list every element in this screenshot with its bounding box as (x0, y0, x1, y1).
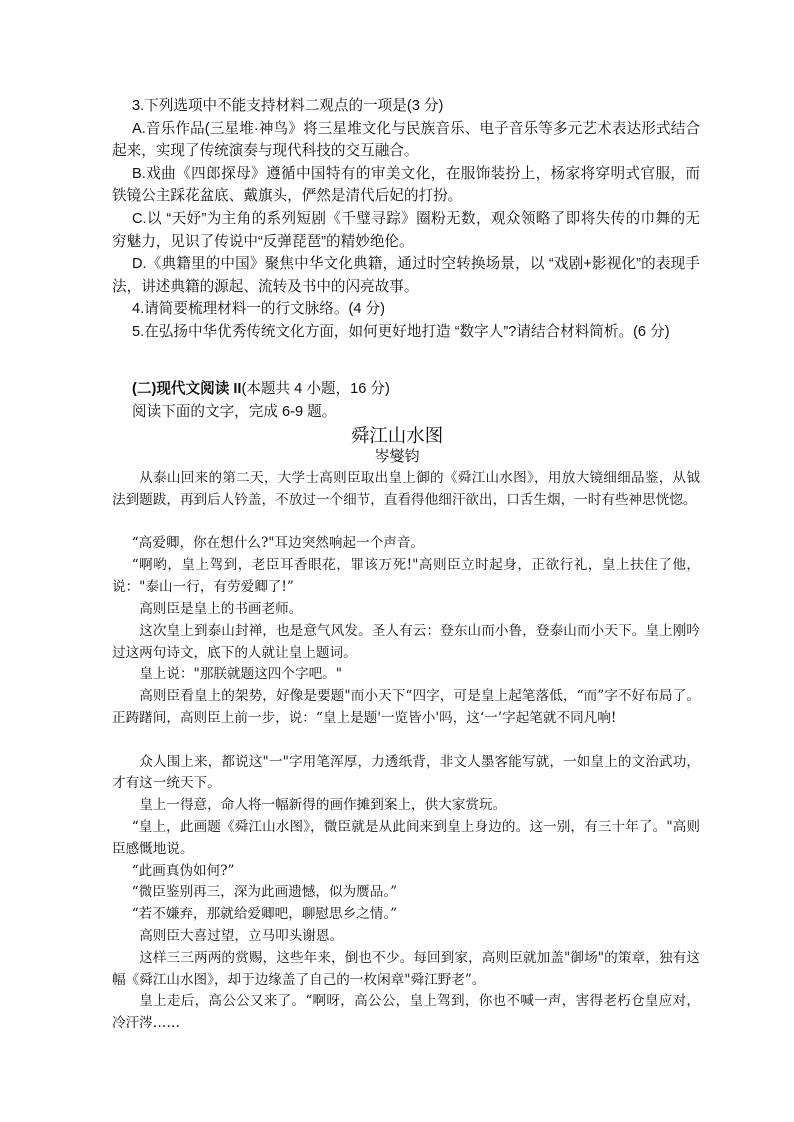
question-3-option-a: A.音乐作品(三星堆·神鸟》将三星堆文化与民族音乐、电子音乐等多元艺术表达形式结合起来，实现了传统演奏与现代科技的交互融合。 (112, 120, 700, 160)
story-paragraph: “此画真伪如何?” (131, 862, 235, 879)
story-paragraph: 这样三三两两的赏赐，这些年来，倒也不少。每回到家，高则臣就加盖"御场"的策章，独有这幅《舜江山水图》，却于边缘盖了自己的一枚闲章"舜江野老”。 (112, 949, 700, 988)
question-4: 4.请简要梳理材料一的行文脉络。(4 分) (132, 301, 385, 318)
section-instruction: 阅读下面的文字，完成 6-9 题。 (132, 403, 337, 420)
story-paragraph: 皇上走后，高公公又来了。“啊呀，高公公，皇上驾到，你也不喊一声，害得老朽仓皇应对，冷汗涔…… (112, 993, 700, 1032)
story-paragraph: 从泰山回来的第二天，大学士高则臣取出皇上御的《舜江山水图》，用放大镜细细品鉴，从钺法到题跋，再到后人钤盖，不放过一个细节，直看得他细汗欲出，口舌生烟，一时有些神思恍惚。 (112, 470, 700, 508)
section-heading-rest: (本题共 4 小题，16 分) (241, 381, 390, 397)
story-paragraph: 高则臣大喜过望，立马叩头谢恩。 (139, 928, 344, 944)
section-heading (132, 378, 700, 401)
story-paragraph: 皇上一得意，命人将一幅新得的画作摊到案上，供大家赏玩。 (139, 797, 507, 814)
question-5: 5.在弘扬中华优秀传统文化方面，如何更好地打造 “数字人”?请结合材料简析。(6 分) (132, 324, 670, 340)
story-paragraph: 高则臣看皇上的架势，好像是要题"而小天下“四字，可是皇上起笔落低，“而”字不好布局了。正踌躇间，高则臣上前一步，说：“皇上是题'一览皆小'吗，这‘一’字起笔就不同凡响! (112, 688, 700, 726)
section-heading-bold: (二)现代文阅读 II (132, 381, 242, 397)
story-paragraph: 众人围上来，都说这"一"字用笔浑厚，力透纸背，非文人墨客能写就，一如皇上的文治武功，才有这一统天下。 (112, 753, 700, 792)
story-paragraph: “高爱卿，你在想什么?"耳边突然响起一个声音。 (131, 535, 425, 552)
story-title: 舜江山水图 (350, 425, 444, 446)
story-paragraph: 这次皇上到泰山封禅，也是意气风发。圣人有云：登东山而小鲁，登泰山而小天下。皇上刚吟过这两句诗文，底下的人就让皇上题词。 (112, 622, 700, 661)
question-3-option-d: D.《典籍里的中国》聚焦中华文化典籍，通过时空转换场景，以 “戏剧+影视化”的表现手法，讲述典籍的源起、流转及书中的闪亮故事。 (112, 256, 700, 295)
story-author: 岑燮钧 (374, 448, 420, 465)
question-3-option-c: C.以 “天妤”为主角的系列短剧《千璧寻踪》圈粉无数，观众领略了即将失传的巾舞的无穷魅力，见识了传说中“反弹琵琶”的精妙绝伦。 (112, 211, 700, 250)
question-3-stem: 3.下列选项中不能支持材料二观点的一项是(3 分) (132, 98, 444, 114)
story-paragraph: 皇上说："那朕就题这四个字吧。" (139, 666, 343, 683)
story-paragraph: “皇上，此画题《舜江山水图》，微臣就是从此间来到皇上身边的。这一别，有三十年了。"高则臣感慨地说。 (112, 819, 700, 857)
story-paragraph: “微臣鉴别再三，深为此画遗憾，似为赝品。” (131, 884, 398, 901)
story-paragraph: “若不嫌弃，那就给爱卿吧，聊慰思乡之情。” (131, 906, 398, 923)
story-paragraph: “啊哟，皇上驾到，老臣耳香眼花，罪该万死!"高则臣立时起身，正欲行礼，皇上扶住了他，说："泰山一行，有劳爱卿了!” (112, 557, 700, 595)
story-paragraph: 高则臣是皇上的书画老师。 (139, 601, 303, 617)
question-3-option-b: B.戏曲《四郎探母》遵循中国特有的审美文化，在服饰装扮上，杨家将穿明式官服，而铁镜公主踩花盆底、戴旗头，俨然是清代后妃的打扮。 (112, 165, 700, 205)
